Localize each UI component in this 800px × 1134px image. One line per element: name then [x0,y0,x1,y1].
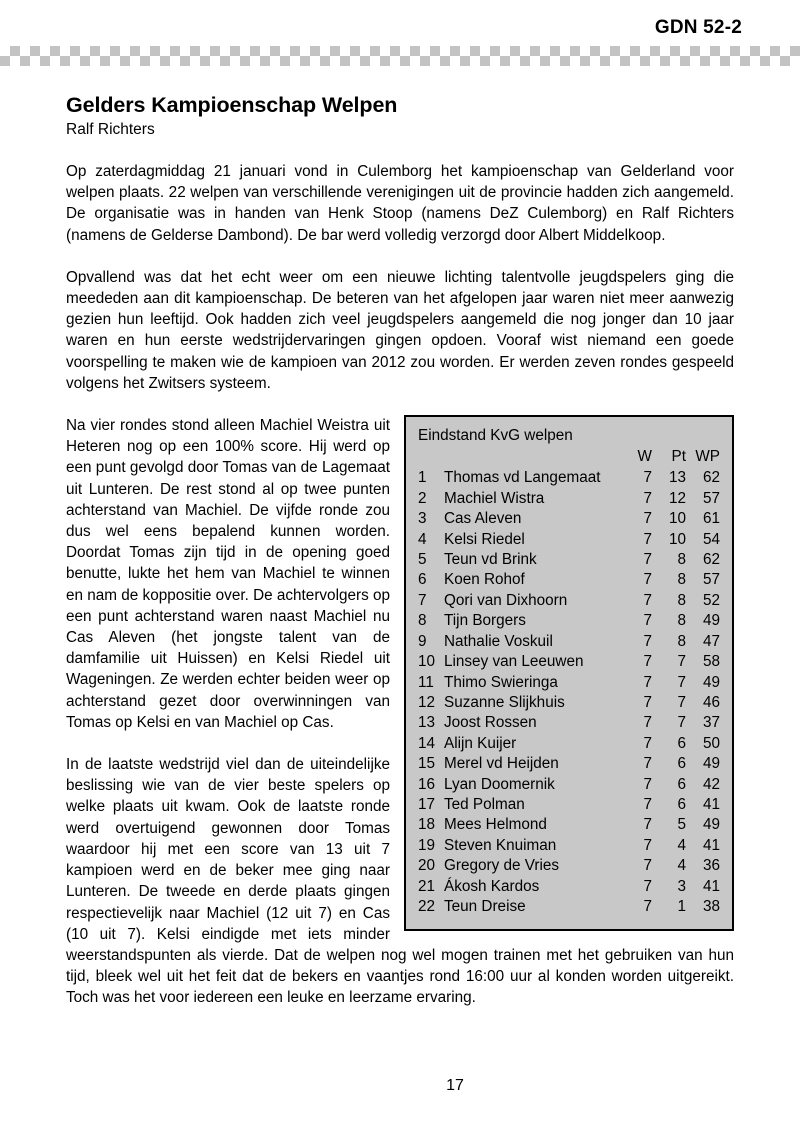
table-row [418,632,720,652]
cell-rank: 22 [418,897,436,915]
cell-w: 7 [643,571,652,589]
standings-table-body [418,468,720,917]
cell-pt: 7 [677,693,686,711]
cell-name: Koen Rohof [444,571,525,589]
cell-rank: 18 [418,816,436,834]
table-row [418,856,720,876]
cell-wp: 42 [702,775,720,793]
cell-pt: 13 [668,469,686,487]
cell-pt: 1 [677,897,686,915]
cell-name: Ákosh Kardos [444,877,540,895]
cell-wp: 41 [702,836,720,854]
cell-rank: 17 [418,795,436,813]
cell-w: 7 [643,632,652,650]
article-paragraph-2: Opvallend was dat het echt weer om een nieuwe lichting talentvolle jeugdspelers ging die meededen aan dit kampioenschap. De beteren van het afgelopen jaar waren niet meer aanwezig gezien hun leeftijd. Ook hadden zich veel jeugdspelers aangemeld die nog jonger dan 10 jaar waren en hun eerste wedstrijdervaringen gingen opdoen. Vooraf wist niemand een goede voorspelling te maken wie de kampioen van 2012 zou worden. Er werden zeven rondes gespeeld volgens het Zwitsers systeem. [66,268,734,392]
cell-w: 7 [643,489,652,507]
standings-table [418,447,720,917]
cell-wp: 52 [702,591,720,609]
cell-wp: 62 [702,551,720,569]
cell-name: Lyan Doomernik [444,775,555,793]
cell-name: Steven Knuiman [444,836,557,854]
cell-w: 7 [643,836,652,854]
cell-wp: 50 [702,734,720,752]
cell-w: 7 [643,469,652,487]
table-row [418,509,720,529]
table-row [418,693,720,713]
cell-w: 7 [643,591,652,609]
cell-pt: 8 [677,591,686,609]
cell-w: 7 [643,775,652,793]
cell-w: 7 [643,857,652,875]
cell-wp: 54 [702,530,720,548]
cell-wp: 49 [702,816,720,834]
page-footer [0,1077,800,1095]
cell-pt: 6 [677,734,686,752]
cell-pt: 8 [677,632,686,650]
cell-wp: 41 [702,795,720,813]
table-row [418,877,720,897]
cell-pt: 4 [677,836,686,854]
cell-rank: 9 [418,632,427,650]
column-header-pt: Pt [671,448,686,466]
cell-rank: 12 [418,693,436,711]
table-row [418,897,720,917]
cell-name: Merel vd Heijden [444,755,559,773]
cell-rank: 10 [418,653,436,671]
cell-w: 7 [643,816,652,834]
cell-name: Kelsi Riedel [444,530,525,548]
cell-w: 7 [643,755,652,773]
text-and-table-wrap [66,415,734,1008]
cell-name: Mees Helmond [444,816,547,834]
cell-w: 7 [643,734,652,752]
cell-rank: 13 [418,714,436,732]
standings-caption: Eindstand KvG welpen [418,427,573,445]
spacer [66,140,734,161]
cell-pt: 7 [677,714,686,732]
article-paragraph-3: Na vier rondes stond alleen Machiel Weistra uit Heteren nog op een 100% score. Hij werd op een punt gevolgd door Tomas van de Lagemaat uit Lunteren. De rest stond al op twee punten achterstand van Machiel. De vijfde ronde zou dus wel eens bepalend kunnen worden. Doordat Tomas zijn tijd in de opening goed benutte, lukte het hem van Machiel te winnen en nam de koppositie over. De achtervolgers op een punt achterstand waren naast Machiel nu Cas Aleven (het jongste talent van de damfamilie uit Huissen) en Kelsi Riedel uit Wageningen. Ze werden echter beiden weer op achterstand gezet door overwinningen van Tomas op Kelsi en van Machiel op Cas. [66,417,390,731]
table-row [418,468,720,488]
cell-name: Qori van Dixhoorn [444,591,568,609]
cell-pt: 10 [668,510,686,528]
cell-rank: 7 [418,591,427,609]
cell-wp: 49 [702,673,720,691]
cell-name: Cas Aleven [444,510,522,528]
cell-rank: 1 [418,469,427,487]
cell-pt: 3 [677,877,686,895]
cell-name: Gregory de Vries [444,857,560,875]
table-row [418,815,720,835]
cell-w: 7 [643,877,652,895]
cell-w: 7 [643,530,652,548]
table-row [418,611,720,631]
standings-table-box [404,415,734,931]
cell-pt: 7 [677,653,686,671]
cell-name: Machiel Wistra [444,489,545,507]
cell-name: Teun Dreise [444,897,526,915]
table-row [418,652,720,672]
cell-w: 7 [643,510,652,528]
cell-wp: 61 [702,510,720,528]
cell-rank: 6 [418,571,427,589]
cell-w: 7 [643,795,652,813]
cell-rank: 3 [418,510,427,528]
column-header-rank [418,447,444,468]
cell-wp: 38 [702,897,720,915]
cell-rank: 14 [418,734,436,752]
cell-name: Joost Rossen [444,714,537,732]
cell-wp: 36 [702,857,720,875]
cell-wp: 49 [702,612,720,630]
cell-wp: 57 [702,489,720,507]
cell-wp: 57 [702,571,720,589]
table-row [418,795,720,815]
table-row [418,591,720,611]
cell-wp: 41 [702,877,720,895]
cell-pt: 10 [668,530,686,548]
cell-rank: 2 [418,489,427,507]
cell-name: Thimo Swieringa [444,673,558,691]
standings-table-head [418,447,720,468]
cell-pt: 6 [677,775,686,793]
cell-name: Alijn Kuijer [444,734,517,752]
cell-wp: 47 [702,632,720,650]
article-paragraph-4: In de laatste wedstrijd viel dan de uiteindelijke beslissing wie van de vier beste spelers op welke plaats uit kwam. Ook de laatste ronde werd overtuigend gewonnen door Tomas waardoor hij met een score van 13 uit 7 kampioen werd en de beker mee ging naar Lunteren. De tweede en derde plaats gingen respectievelijk naar Machiel (12 uit 7) en Cas (10 uit 7). Kelsi eindigde met iets minder weerstandspunten als vierde. Dat de welpen nog wel mogen trainen met het gebruiken van hun tijd, bleek wel uit het feit dat de bekers en vaantjes rond 16:00 uur al konden worden uitgereikt. Toch was het voor iedereen een leuke en leerzame ervaring. [66,756,734,1007]
cell-rank: 8 [418,612,427,630]
cell-name: Suzanne Slijkhuis [444,693,565,711]
article-author: Ralf Richters [66,121,155,138]
table-row [418,530,720,550]
cell-name: Teun vd Brink [444,551,537,569]
cell-pt: 8 [677,551,686,569]
article-content [66,92,734,1009]
cell-rank: 16 [418,775,436,793]
table-row [418,713,720,733]
table-row [418,775,720,795]
cell-w: 7 [643,673,652,691]
cell-w: 7 [643,612,652,630]
cell-w: 7 [643,714,652,732]
table-row [418,754,720,774]
cell-wp: 37 [702,714,720,732]
article-paragraph-1: Op zaterdagmiddag 21 januari vond in Culemborg het kampioenschap van Gelderland voor welpen plaats. 22 welpen van verschillende verenigingen uit de provincie hadden zich aangemeld. De organisatie was in handen van Henk Stoop (namens DeZ Culemborg) en Ralf Richters (namens de Gelderse Dambond). De bar werd volledig verzorgd door Albert Middelkoop. [66,163,734,244]
cell-rank: 4 [418,530,427,548]
table-row [418,836,720,856]
checkerboard-divider-icon [0,46,800,66]
table-row [418,570,720,590]
cell-name: Nathalie Voskuil [444,632,553,650]
cell-name: Thomas vd Langemaat [444,469,601,487]
table-row [418,550,720,570]
cell-pt: 6 [677,755,686,773]
cell-pt: 8 [677,612,686,630]
cell-w: 7 [643,693,652,711]
cell-pt: 12 [668,489,686,507]
cell-pt: 8 [677,571,686,589]
cell-wp: 46 [702,693,720,711]
cell-rank: 5 [418,551,427,569]
cell-name: Tijn Borgers [444,612,526,630]
page-header [0,0,800,68]
column-header-name [444,447,624,468]
cell-w: 7 [643,897,652,915]
cell-w: 7 [643,551,652,569]
cell-rank: 21 [418,877,436,895]
page-number-value: 17 [446,1077,464,1094]
spacer [66,246,734,267]
cell-rank: 11 [418,673,434,691]
spacer [66,394,734,415]
cell-w: 7 [643,653,652,671]
cell-wp: 62 [702,469,720,487]
cell-pt: 7 [677,673,686,691]
table-row [418,734,720,754]
table-row [418,673,720,693]
cell-pt: 5 [677,816,686,834]
cell-wp: 49 [702,755,720,773]
cell-name: Ted Polman [444,795,525,813]
issue-label: GDN 52-2 [654,17,742,38]
column-header-wp: WP [695,448,720,466]
cell-pt: 6 [677,795,686,813]
page-title: Gelders Kampioenschap Welpen [66,93,398,117]
table-row [418,489,720,509]
cell-wp: 58 [702,653,720,671]
cell-rank: 20 [418,857,436,875]
cell-pt: 4 [677,857,686,875]
table-header-row [418,447,720,468]
cell-rank: 19 [418,836,436,854]
cell-rank: 15 [418,755,436,773]
column-header-w: W [637,448,652,466]
cell-name: Linsey van Leeuwen [444,653,584,671]
